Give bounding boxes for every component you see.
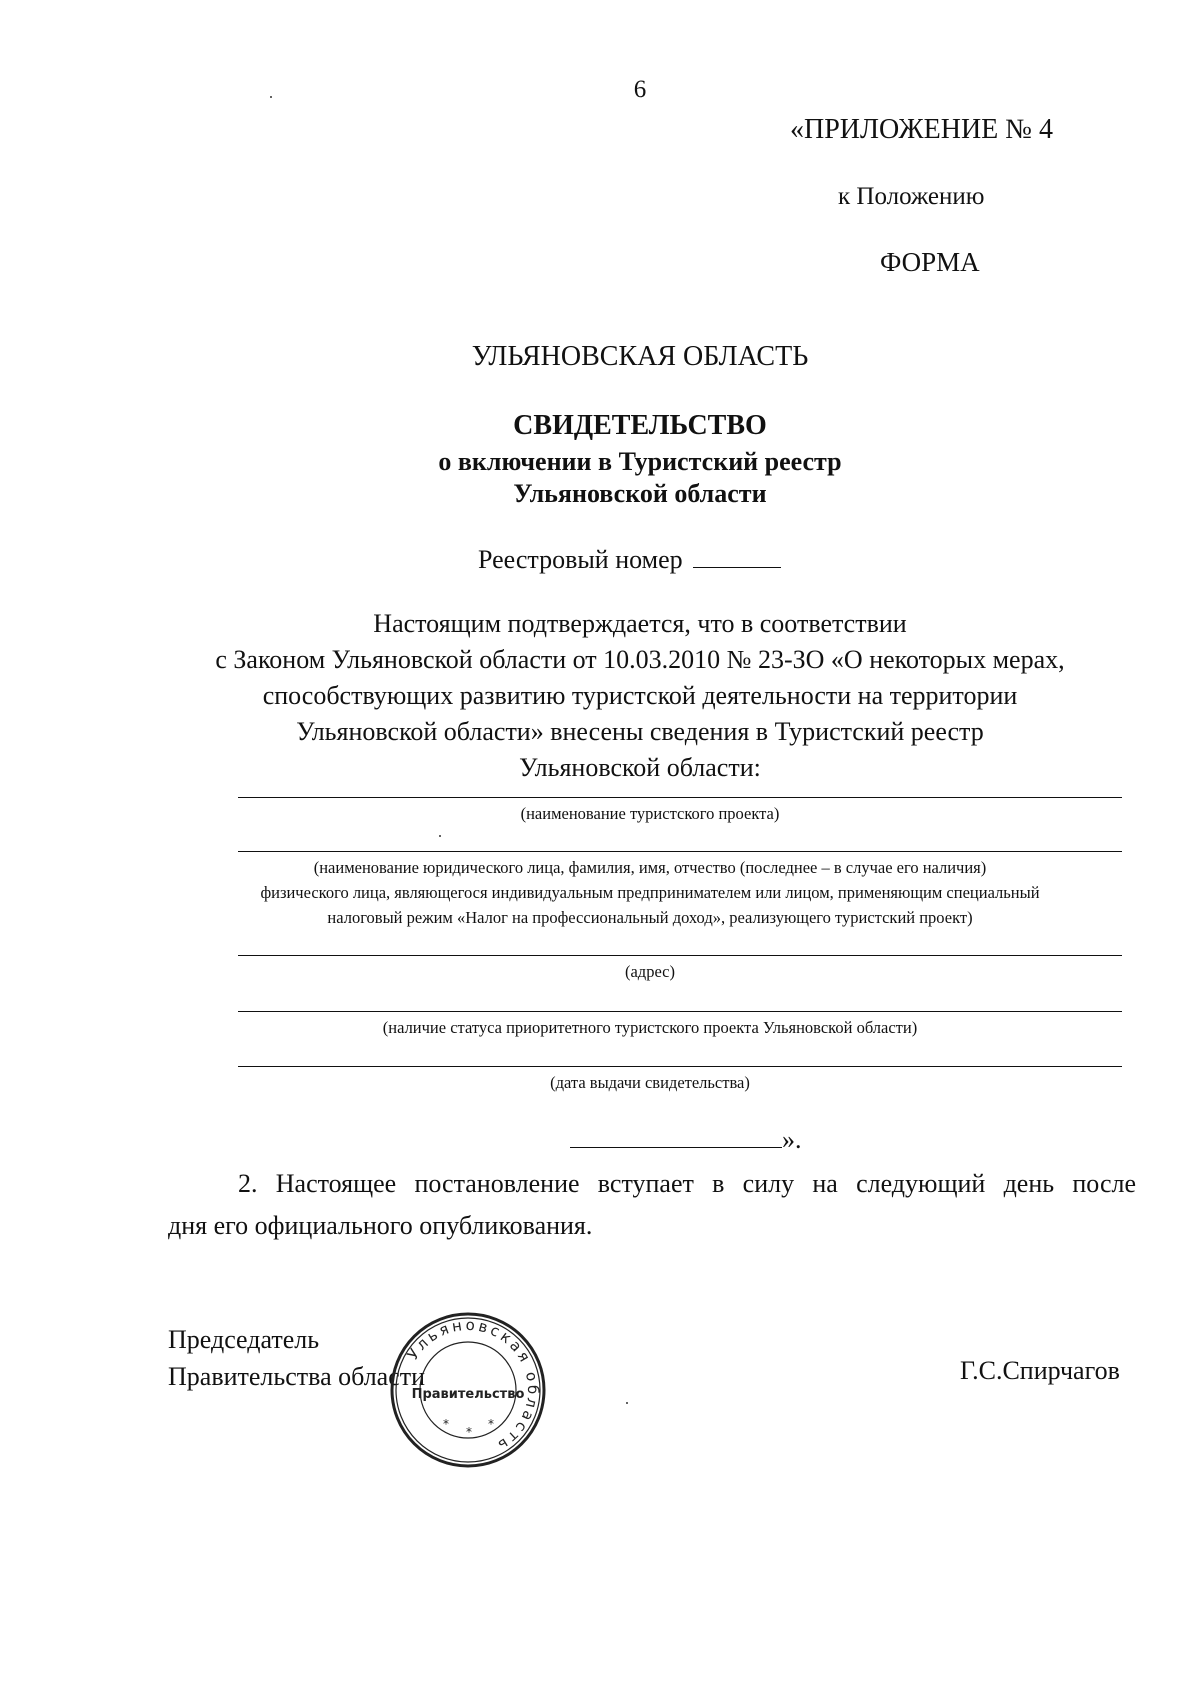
priority-status-line — [238, 1011, 1122, 1012]
project-name-line — [238, 797, 1122, 798]
scan-speck — [439, 835, 441, 837]
body-line-1: Настоящим подтверждается, что в соответствии — [373, 609, 907, 638]
entity-line — [238, 851, 1122, 852]
certificate-subtitle-1: о включении в Туристский реестр — [438, 447, 842, 476]
paragraph-2 — [168, 1163, 1136, 1247]
svg-text:*: * — [443, 1417, 449, 1431]
address-caption: (адрес) — [624, 962, 675, 981]
svg-text:Ульяновская область: Ульяновская область — [403, 1315, 543, 1457]
project-name-caption: (наименование туристского проекта) — [520, 804, 780, 823]
entity-caption-1: (наименование юридического лица, фамилия, имя, отчество (последнее – в случае его наличия) — [313, 858, 987, 877]
signatory-position-1: Председатель — [168, 1325, 320, 1354]
page-number: 6 — [633, 76, 647, 103]
scan-speck — [270, 96, 272, 98]
signatory-name: Г.С.Спирчагов — [960, 1356, 1120, 1385]
closing-blank — [570, 1147, 782, 1148]
body-line-2: с Законом Ульяновской области от 10.03.2010 № 23-ЗО «О некоторых мерах, — [215, 645, 1065, 674]
region-heading: УЛЬЯНОВСКАЯ ОБЛАСТЬ — [471, 341, 809, 372]
official-seal — [388, 1310, 548, 1470]
regulation-reference: к Положению — [838, 183, 985, 210]
form-label: ФОРМА — [880, 247, 980, 277]
entity-caption-2: физического лица, являющегося индивидуальным предпринимателем или лицом, применяющим специальный — [260, 883, 1040, 902]
registry-number-blank — [693, 567, 781, 568]
body-line-5: Ульяновской области: — [519, 753, 761, 782]
signatory-position-2: Правительства области — [168, 1362, 426, 1391]
issue-date-line — [238, 1066, 1122, 1067]
issue-date-caption: (дата выдачи свидетельства) — [550, 1073, 750, 1092]
closing-quote — [570, 1125, 802, 1155]
priority-status-caption: (наличие статуса приоритетного туристского проекта Ульяновской области) — [382, 1018, 918, 1037]
registry-number-label: Реестровый номер — [478, 545, 683, 574]
body-line-4: Ульяновской области» внесены сведения в Туристский реестр — [296, 717, 984, 746]
closing-mark: ». — [782, 1125, 802, 1154]
svg-text:Правительство: Правительство — [411, 1387, 525, 1402]
paragraph-2-line-2: дня его официального опубликования. — [168, 1211, 593, 1240]
entity-caption-3: налоговый режим «Налог на профессиональный доход», реализующего туристский проект) — [327, 908, 973, 927]
svg-text:*: * — [466, 1425, 472, 1439]
appendix-heading: «ПРИЛОЖЕНИЕ № 4 — [790, 114, 1053, 145]
address-line — [238, 955, 1122, 956]
svg-text:*: * — [488, 1417, 494, 1431]
certificate-title: СВИДЕТЕЛЬСТВО — [513, 410, 767, 441]
paragraph-2-line-1: 2. Настоящее постановление вступает в силу на следующий день после — [238, 1169, 1136, 1198]
certificate-subtitle-2: Ульяновской области — [513, 479, 767, 508]
scan-speck — [626, 1402, 628, 1404]
registry-number — [478, 545, 781, 575]
body-line-3: способствующих развитию туристской деятельности на территории — [262, 681, 1018, 710]
